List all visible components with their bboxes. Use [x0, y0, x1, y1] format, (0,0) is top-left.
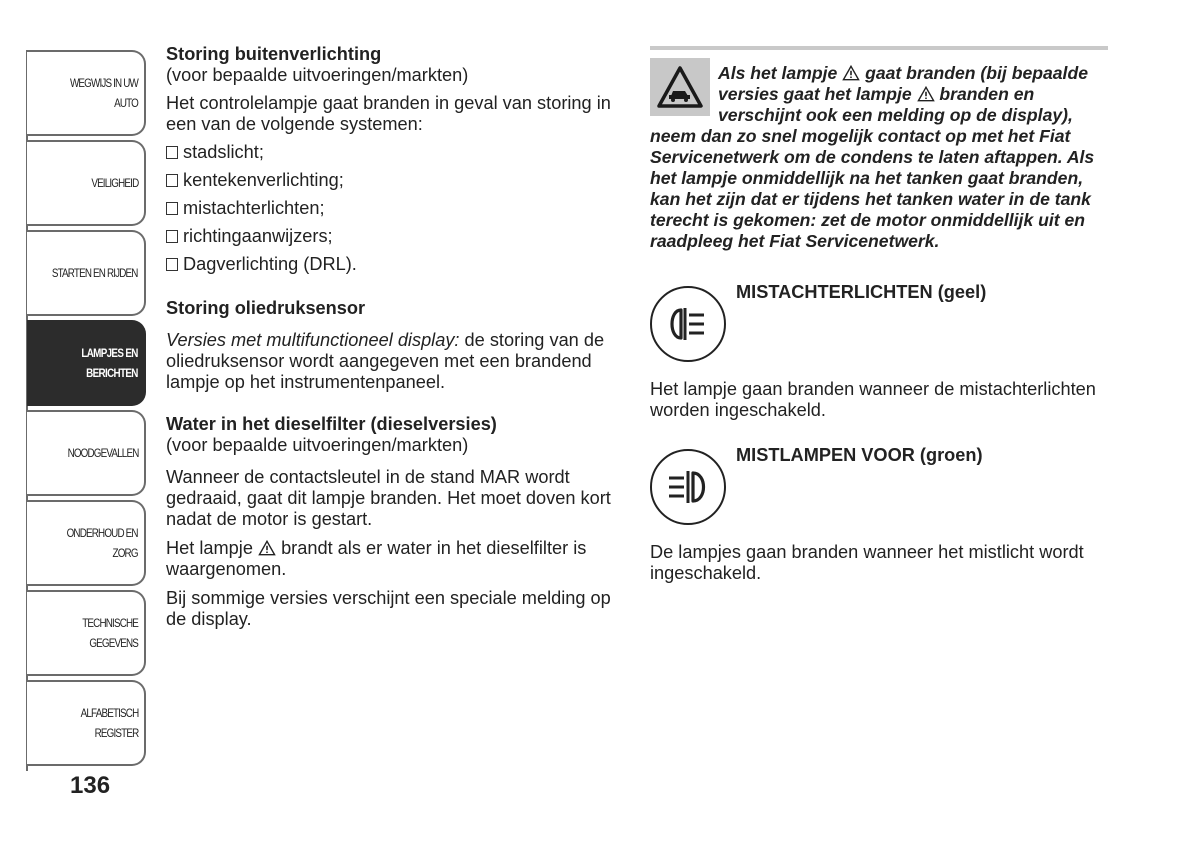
section-subtitle: (voor bepaalde uitvoeringen/markten): [166, 65, 469, 85]
tab-label: WEGWIJS IN UW AUTO: [69, 76, 138, 110]
section-title: Storing oliedruksensor: [166, 298, 366, 318]
tab-technische[interactable]: [27, 590, 146, 676]
paragraph: Het lampje gaan branden wanneer de mistachterlichten worden ingeschakeld.: [650, 379, 1096, 420]
warning-triangle-icon: [258, 540, 276, 556]
left-column: [166, 44, 636, 630]
front-fog-light-icon: [650, 449, 726, 525]
lamp-title: MISTLAMPEN VOOR (groen): [736, 445, 983, 465]
tab-lampjes-active[interactable]: [27, 320, 146, 406]
checkbox-bullet-icon: [166, 258, 178, 271]
paragraph: Het controlelampje gaat branden in geval van storing in een van de volgende systemen:: [166, 93, 611, 134]
paragraph: Bij sommige versies verschijnt een speciale melding op de display.: [166, 588, 611, 629]
checkbox-bullet-icon: [166, 146, 178, 159]
warning-note: [650, 50, 1110, 252]
tab-label: ONDERHOUD EN ZORG: [66, 526, 138, 560]
list-item: stadslicht;: [166, 142, 636, 163]
warning-triangle-icon: [842, 65, 860, 81]
tab-wegwijs[interactable]: [27, 50, 146, 136]
lamp-rear-fog: [650, 282, 1110, 366]
tab-label: ALFABETISCH REGISTER: [80, 706, 138, 740]
warning-car-icon: [657, 65, 703, 109]
section-title: Storing buitenverlichting: [166, 44, 382, 64]
tab-label: STARTEN EN RIJDEN: [52, 266, 138, 280]
warning-triangle-icon: [917, 86, 935, 102]
page-number: 136: [70, 772, 111, 799]
paragraph: De lampjes gaan branden wanneer het mistlicht wordt ingeschakeld.: [650, 542, 1084, 583]
paragraph: Wanneer de contactsleutel in de stand MAR wordt gedraaid, gaat dit lampje branden. Het moet doven kort nadat de motor is gestart.: [166, 467, 611, 529]
lamp-front-fog: [650, 445, 1110, 529]
checkbox-bullet-icon: [166, 230, 178, 243]
tab-veiligheid[interactable]: [27, 140, 146, 226]
checkbox-bullet-icon: [166, 202, 178, 215]
right-column: [650, 46, 1110, 584]
paragraph: Versies met multifunctioneel display: de storing van de oliedruksensor wordt aangegeven met een brandend lampje op het instrumentenpaneel.: [166, 330, 605, 392]
rear-fog-light-icon: [650, 286, 726, 362]
list-item: kentekenverlichting;: [166, 170, 636, 191]
tab-noodgevallen[interactable]: [27, 410, 146, 496]
tab-onderhoud[interactable]: [27, 500, 146, 586]
tab-label: NOODGEVALLEN: [67, 446, 138, 460]
checkbox-bullet-icon: [166, 174, 178, 187]
section-title: Water in het dieselfilter (dieselversies): [166, 414, 497, 434]
tab-label: VEILIGHEID: [90, 176, 138, 190]
list-item: Dagverlichting (DRL).: [166, 254, 636, 275]
lamp-title: MISTACHTERLICHTEN (geel): [736, 282, 987, 302]
tab-register[interactable]: [27, 680, 146, 766]
tab-starten[interactable]: [27, 230, 146, 316]
section-subtitle: (voor bepaalde uitvoeringen/markten): [166, 435, 469, 455]
tab-label: TECHNISCHE GEGEVENS: [82, 616, 138, 650]
paragraph: Het lampje brandt als er water in het dieselfilter is waargenomen.: [166, 538, 587, 579]
warning-box-icon: [650, 58, 710, 116]
tab-label: LAMPJES EN BERICHTEN: [81, 346, 138, 380]
list-item: mistachterlichten;: [166, 198, 636, 219]
list-item: richtingaanwijzers;: [166, 226, 636, 247]
warning-text: Als het lampje gaat branden (bij bepaalde versies gaat het lampje branden en verschijnt ook een melding op de display), neem dan zo snel mogelijk contact op met het Fiat Servicenetwerk om de condens te laten aftappen. Als het lampje onmiddellijk na het tanken gaat branden, kan het zijn dat er tijdens het tanken water in de tank terecht is gekomen: zet de motor onmiddellijk uit en raadpleeg het Fiat Servicenetwerk.: [650, 63, 1095, 251]
